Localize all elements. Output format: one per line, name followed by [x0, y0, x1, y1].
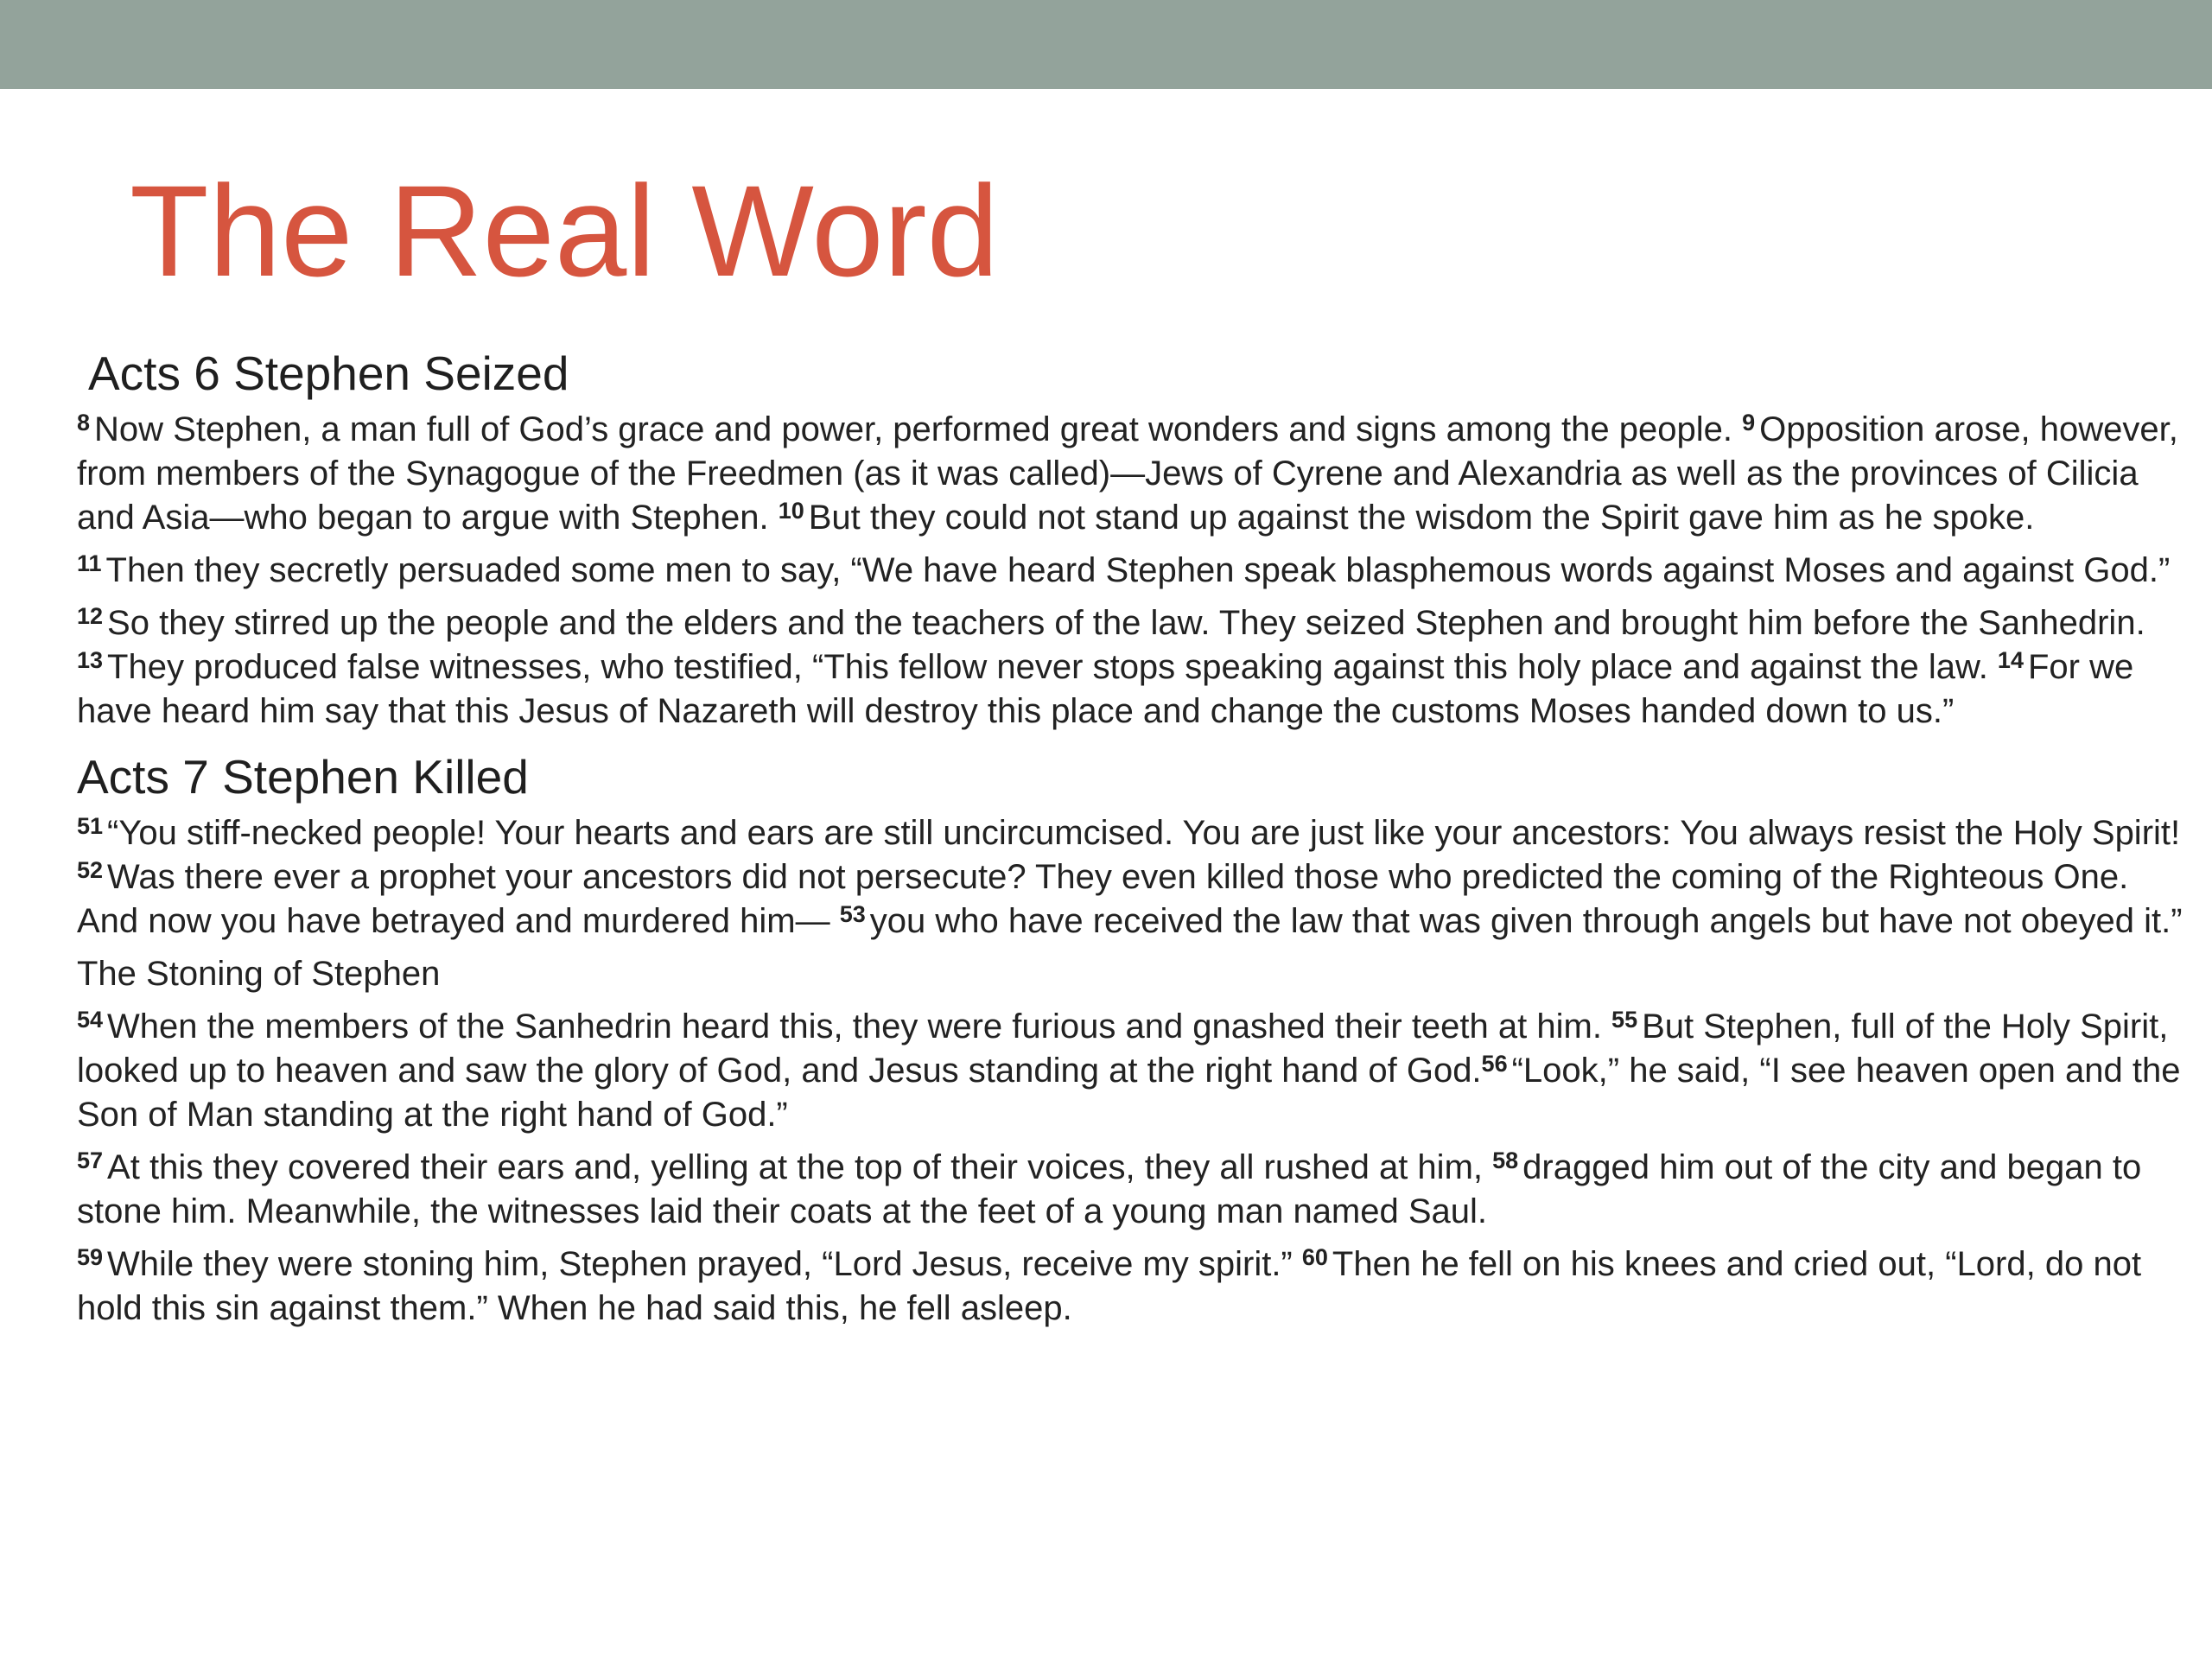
passage-paragraph — [77, 811, 2185, 944]
verse-number: 60 — [1301, 1244, 1328, 1270]
section-acts-7-body — [77, 811, 2185, 1331]
verse-number: 52 — [77, 857, 104, 883]
verse-text: dragged him out of the city and began to stone him. Meanwhile, the witnesses laid their coats at the feet of a young man named Saul. — [77, 1148, 2142, 1230]
verse-text: Was there ever a prophet your ancestors did not persecute? They even killed those who predicted the coming of the Righteous One. And now you have betrayed and murdered him— — [77, 858, 2129, 940]
verse-text: When the members of the Sanhedrin heard this, they were furious and gnashed their teeth at him. — [107, 1007, 1612, 1046]
passage-paragraph — [77, 1146, 2185, 1234]
slide-header-bar — [0, 0, 2212, 89]
verse-text: For we have heard him say that this Jesus of Nazareth will destroy this place and change the customs Moses handed down to us.” — [77, 648, 2134, 730]
passage-paragraph — [77, 601, 2185, 734]
passage-paragraph — [77, 549, 2185, 593]
verse-number: 58 — [1492, 1147, 1519, 1173]
verse-number: 53 — [839, 901, 866, 927]
verse-number: 8 — [77, 410, 91, 435]
verse-number: 9 — [1742, 410, 1756, 435]
verse-text: But Stephen, full of the Holy Spirit, looked up to heaven and saw the glory of God, and Jesus standing at the right hand of God. — [77, 1007, 2169, 1090]
verse-text: So they stirred up the people and the elders and the teachers of the law. They seized Stephen and brought him before the Sanhedrin. — [107, 604, 2145, 642]
verse-number: 14 — [1997, 647, 2024, 673]
verse-text: They produced false witnesses, who testified, “This fellow never stops speaking against this holy place and against the law. — [107, 648, 1998, 686]
verse-text: Now Stephen, a man full of God’s grace and power, performed great wonders and signs among the people. — [94, 410, 1743, 448]
verse-text: Opposition arose, however, from members of the Synagogue of the Freedmen (as it was called)—Jews of Cyrene and Alexandria as well as the provinces of Cilicia and Asia—who began to argue with Stephen. — [77, 410, 2178, 537]
passage-paragraph — [77, 1005, 2185, 1137]
verse-number: 55 — [1611, 1007, 1638, 1033]
verse-text: At this they covered their ears and, yelling at the top of their voices, they all rushed at him, — [107, 1148, 1493, 1186]
section-acts-6-body — [77, 408, 2185, 734]
verse-text: But they could not stand up against the wisdom the Spirit gave him as he spoke. — [808, 499, 2035, 537]
verse-text: “Look,” he said, “I see heaven open and the Son of Man standing at the right hand of God.” — [77, 1052, 2181, 1134]
verse-number: 12 — [77, 603, 104, 629]
verse-number: 51 — [77, 813, 104, 839]
verse-number: 59 — [77, 1244, 104, 1270]
section-heading-acts-6: Acts 6 Stephen Seized — [88, 346, 569, 400]
slide-content — [77, 339, 2185, 1339]
slide-title: The Real Word — [130, 158, 999, 303]
verse-text: “You stiff-necked people! Your hearts and ears are still uncircumcised. You are just like your ancestors: You always resist the Holy Spirit! — [107, 814, 2181, 852]
verse-number: 13 — [77, 647, 104, 673]
verse-number: 11 — [77, 550, 102, 576]
verse-number: 10 — [778, 498, 804, 524]
passage-paragraph — [77, 408, 2185, 540]
verse-text: Then they secretly persuaded some men to say, “We have heard Stephen speak blasphemous words against Moses and against God.” — [105, 551, 2171, 589]
passage-subheading: The Stoning of Stephen — [77, 955, 441, 993]
verse-number: 57 — [77, 1147, 104, 1173]
verse-text: While they were stoning him, Stephen prayed, “Lord Jesus, receive my spirit.” — [107, 1245, 1302, 1283]
verse-text: you who have received the law that was given through angels but have not obeyed it.” — [869, 902, 2183, 940]
section-heading-acts-7: Acts 7 Stephen Killed — [77, 750, 529, 804]
passage-paragraph — [77, 1243, 2185, 1331]
verse-text: Then he fell on his knees and cried out, “Lord, do not hold this sin against them.” When he had said this, he fell asleep. — [77, 1245, 2142, 1327]
verse-number: 56 — [1481, 1051, 1508, 1077]
verse-number: 54 — [77, 1007, 104, 1033]
